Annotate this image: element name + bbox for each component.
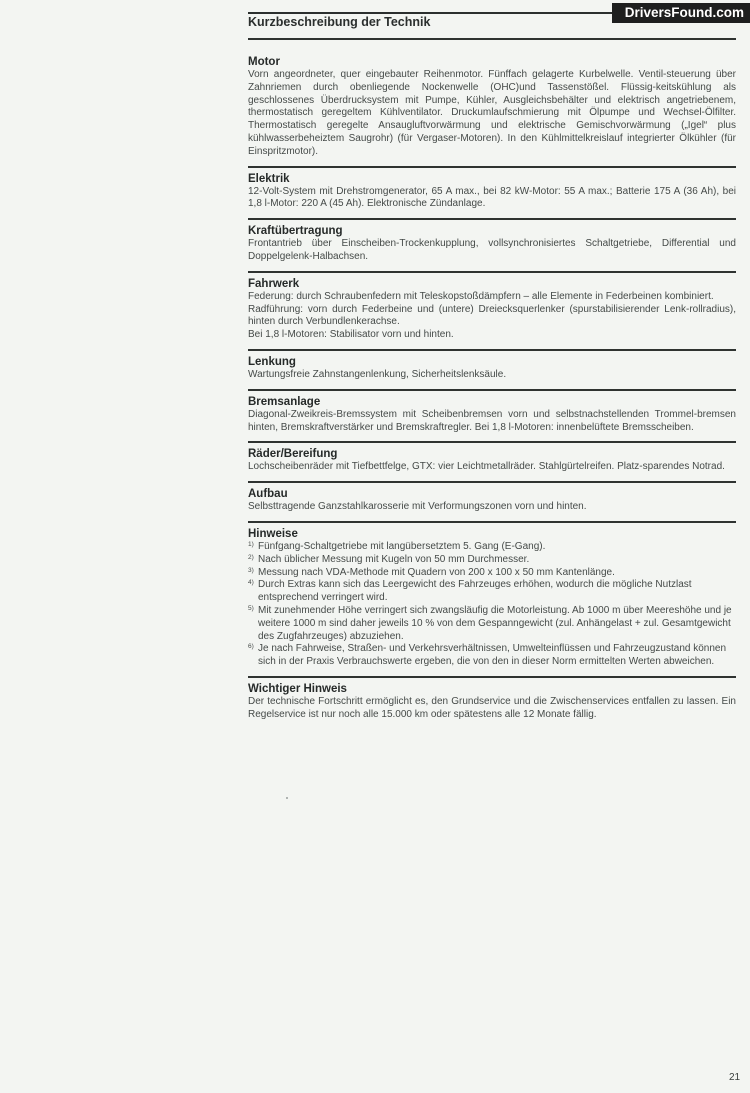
section-text: Vorn angeordneter, quer eingebauter Reihenmotor. Fünffach gelagerte Kurbelwelle. Ventil-steuerung über Zahnriemen durch obenliegende Nockenwelle (OHC)und Tassenstößel. Flüssig-keitskühlung als geschlossenes Überdrucksystem mit Pumpe, Kühler, Ausgleichsbehälter und elektrisch angetriebenem, thermostatisch geregeltem Kühlventilator. Druckumlaufschmierung mit Ölpumpe und Wechsel-Ölfilter. Thermostatisch geregelte Ansaugluftvorwärmung und elektrische Gemischvorwärmung („Igel“ plus kühlwasserbeheiztem Saugrohr) (für Vergaser-Motoren). In den Kühlmittelkreislauf integrierter Ölkühler (für Einspritzmotor). — [248, 69, 736, 157]
footnote-number: 3) — [248, 566, 254, 574]
section-title: Hinweise — [248, 527, 298, 540]
notes-list — [248, 541, 736, 669]
spec-content — [248, 38, 736, 722]
section-text: Federung: durch Schraubenfedern mit Teleskopstoßdämpfern – alle Elemente in Federbeinen kombiniert. — [248, 290, 714, 302]
footnote-number: 5) — [248, 604, 254, 612]
section-elektrik — [248, 166, 736, 212]
section-title: Aufbau — [248, 488, 288, 501]
section-motor — [248, 38, 736, 159]
section-lenkung — [248, 349, 736, 382]
footnote-number: 6) — [248, 643, 254, 651]
note-item — [248, 567, 736, 580]
note-text: Messung nach VDA-Methode mit Quadern von 200 x 100 x 50 mm Kantenlänge. — [258, 566, 615, 578]
section-aufbau — [248, 481, 736, 514]
footnote-number: 1) — [248, 540, 254, 548]
section-text: Der technische Fortschritt ermöglicht es, den Grundservice und die Zwischenservices entfallen zu lassen. Ein Regelservice ist nur noch alle 15.000 km oder spätestens alle 12 Monate fällig. — [248, 695, 736, 720]
section-title: Lenkung — [248, 355, 296, 368]
note-item — [248, 541, 736, 554]
section-hinweise — [248, 521, 736, 669]
note-item — [248, 605, 736, 643]
section-title: Kraftübertragung — [248, 225, 343, 238]
page-number: 21 — [729, 1072, 741, 1083]
section-text: Bei 1,8 l-Motoren: Stabilisator vorn und hinten. — [248, 329, 454, 341]
section-title: Bremsanlage — [248, 395, 321, 408]
section-title: Motor — [248, 56, 280, 68]
section-title: Wichtiger Hinweis — [248, 682, 347, 695]
note-text: Mit zunehmender Höhe verringert sich zwangsläufig die Motorleistung. Ab 1000 m über Meereshöhe und je weitere 1000 m sind daher jeweils 10 % von dem Gespanngewicht (zul. Anhängelast + zul. Gesamtgewicht des Zugfahrzeuges) abzuziehen. — [258, 604, 732, 642]
note-item — [248, 579, 736, 605]
section-title: Räder/Bereifung — [248, 448, 338, 461]
footnote-number: 4) — [248, 579, 254, 587]
section-text: Wartungsfreie Zahnstangenlenkung, Sicherheitslenksäule. — [248, 368, 507, 380]
watermark: DriversFound.com — [612, 3, 750, 23]
page-title: Kurzbeschreibung der Technik — [248, 15, 431, 29]
section-text: 12-Volt-System mit Drehstromgenerator, 65 A max., bei 82 kW-Motor: 55 A max.; Batterie 175 A (36 Ah), bei 1,8 l-Motor: 220 A (45 Ah). Elektronische Zündanlage. — [248, 185, 736, 210]
speck-mark — [286, 797, 288, 799]
section-kraftuebertragung — [248, 218, 736, 264]
section-raeder-bereifung — [248, 441, 736, 474]
section-fahrwerk — [248, 271, 736, 342]
section-text: Frontantrieb über Einscheiben-Trockenkupplung, vollsynchronisiertes Schaltgetriebe, Differential und Doppelgelenk-Halbachsen. — [248, 238, 736, 262]
note-text: Nach üblicher Messung mit Kugeln von 50 mm Durchmesser. — [258, 553, 530, 565]
note-item — [248, 554, 736, 567]
note-text: Je nach Fahrweise, Straßen- und Verkehrsverhältnissen, Umwelteinflüssen und Fahrzeugzustand können sich in der Praxis Verbrauchswerte ergeben, die von den in dieser Norm ermittelten Werten abweichen. — [258, 643, 727, 668]
note-text: Durch Extras kann sich das Leergewicht des Fahrzeuges erhöhen, wodurch die mögliche Nutzlast entsprechend verringert wird. — [258, 579, 692, 604]
section-title: Elektrik — [248, 172, 290, 185]
section-bremsanlage — [248, 389, 736, 435]
section-text: Selbsttragende Ganzstahlkarosserie mit Verformungszonen vorn und hinten. — [248, 501, 587, 513]
section-title: Fahrwerk — [248, 277, 300, 290]
section-text: Lochscheibenräder mit Tiefbettfelge, GTX: vier Leichtmetallräder. Stahlgürtelreifen. Platz-sparendes Notrad. — [248, 461, 725, 473]
section-wichtiger-hinweis — [248, 676, 736, 722]
note-text: Fünfgang-Schaltgetriebe mit langübersetztem 5. Gang (E-Gang). — [258, 540, 546, 552]
note-item — [248, 643, 736, 669]
footnote-number: 2) — [248, 553, 254, 561]
section-text: Diagonal-Zweikreis-Bremssystem mit Scheibenbremsen vorn und selbstnachstellenden Trommel-bremsen hinten, Bremskraftverstärker und Bremskraftregler. Bei 1,8 l-Motoren: innenbelüftete Bremsscheiben. — [248, 408, 736, 433]
section-text: Radführung: vorn durch Federbeine und (untere) Dreiecksquerlenker (spurstabilisierender Lenk-rollradius), hinten durch Verbundlenkerachse. — [248, 303, 736, 328]
